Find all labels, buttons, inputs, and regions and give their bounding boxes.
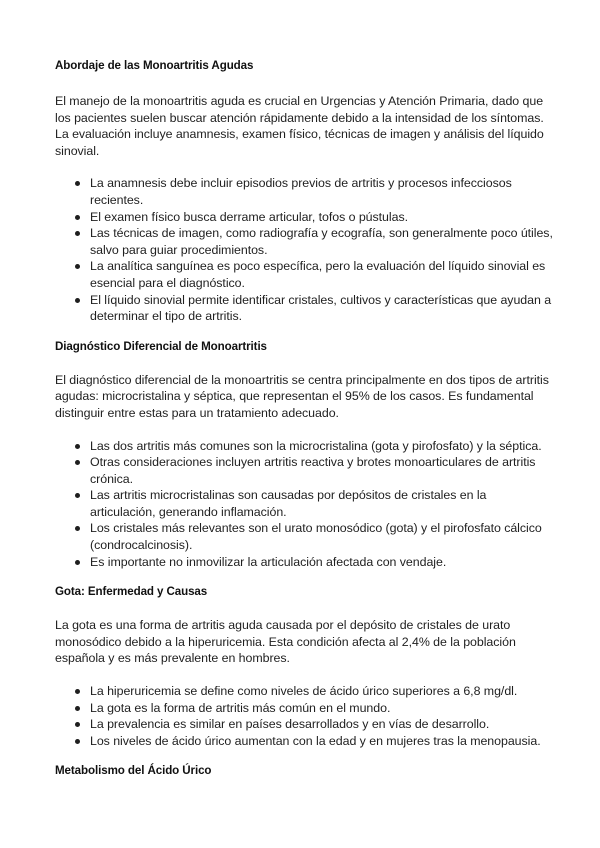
bullet-icon <box>75 298 80 303</box>
section-paragraph: El diagnóstico diferencial de la monoartritis se centra principalmente en dos tipos de artritis agudas: microcristalina y séptica, que representan el 95% de los casos. Es fundamental distinguir entre estas para un tratamiento adecuado. <box>55 372 549 420</box>
list-item <box>55 454 555 487</box>
list-item <box>55 487 555 520</box>
list-item-text: Otras consideraciones incluyen artritis reactiva y brotes monoarticulares de artritis crónica. <box>90 455 536 486</box>
section-heading: Diagnóstico Diferencial de Monoartritis <box>55 339 267 353</box>
bullet-icon <box>75 231 80 236</box>
list-item <box>55 438 555 455</box>
bullet-icon <box>75 526 80 531</box>
bullet-list <box>55 438 555 571</box>
section-heading: Gota: Enfermedad y Causas <box>55 585 208 599</box>
bullet-icon <box>75 264 80 269</box>
section-heading: Abordaje de las Monoartritis Agudas <box>55 59 254 72</box>
list-item-text: Las dos artritis más comunes son la microcristalina (gota y pirofosfato) y la séptica. <box>90 438 542 453</box>
list-item <box>55 258 555 291</box>
list-item-text: Las técnicas de imagen, como radiografía y ecografía, son generalmente poco útiles, salvo para guiar procedimientos. <box>90 226 553 257</box>
list-item-text: La gota es la forma de artritis más común en el mundo. <box>90 700 391 715</box>
bullet-icon <box>75 722 80 727</box>
bullet-icon <box>75 444 80 449</box>
list-item <box>55 700 555 717</box>
list-item <box>55 175 555 208</box>
list-item-text: Es importante no inmovilizar la articulación afectada con vendaje. <box>90 554 447 569</box>
list-item <box>55 209 555 226</box>
section-paragraph: La gota es una forma de artritis aguda causada por el depósito de cristales de urato monosódico debido a la hiperuricemia. Esta condición afecta al 2,4% de la población española y es más prevalente en hombres. <box>55 618 516 666</box>
bullet-list <box>55 175 555 324</box>
bullet-icon <box>75 215 80 220</box>
bullet-icon <box>75 739 80 744</box>
bullet-icon <box>75 181 80 186</box>
list-item-text: Los niveles de ácido úrico aumentan con la edad y en mujeres tras la menopausia. <box>90 733 541 748</box>
document-page <box>55 58 555 796</box>
list-item <box>55 225 555 258</box>
bullet-icon <box>75 493 80 498</box>
bullet-list <box>55 683 555 749</box>
section-paragraph: El manejo de la monoartritis aguda es crucial en Urgencias y Atención Primaria, dado que los pacientes suelen buscar atención rápidamente debido a la intensidad de los síntomas. La evaluación incluye anamnesis, examen físico, técnicas de imagen y análisis del líquido sinovial. <box>55 94 544 158</box>
section-heading: Metabolismo del Ácido Úrico <box>55 764 212 778</box>
list-item <box>55 520 555 553</box>
bullet-icon <box>75 560 80 565</box>
list-item-text: La anamnesis debe incluir episodios previos de artritis y procesos infecciosos recientes. <box>90 176 512 207</box>
bullet-icon <box>75 689 80 694</box>
list-item <box>55 292 555 325</box>
list-item-text: Los cristales más relevantes son el urato monosódico (gota) y el pirofosfato cálcico (condrocalcinosis). <box>90 521 542 553</box>
bullet-icon <box>75 460 80 465</box>
list-item-text: La prevalencia es similar en países desarrollados y en vías de desarrollo. <box>90 717 490 732</box>
list-item-text: El examen físico busca derrame articular, tofos o pústulas. <box>90 209 408 224</box>
list-item <box>55 683 555 700</box>
list-item-text: La hiperuricemia se define como niveles de ácido úrico superiores a 6,8 mg/dl. <box>90 684 518 699</box>
list-item-text: El líquido sinovial permite identificar cristales, cultivos y características que ayudan a determinar el tipo de artritis. <box>90 292 552 324</box>
list-item-text: Las artritis microcristalinas son causadas por depósitos de cristales en la articulación, generando inflamación. <box>90 488 487 519</box>
list-item <box>55 716 555 733</box>
bullet-icon <box>75 706 80 711</box>
list-item <box>55 733 555 750</box>
list-item-text: La analítica sanguínea es poco específica, pero la evaluación del líquido sinovial es esencial para el diagnóstico. <box>90 259 546 290</box>
list-item <box>55 554 555 571</box>
